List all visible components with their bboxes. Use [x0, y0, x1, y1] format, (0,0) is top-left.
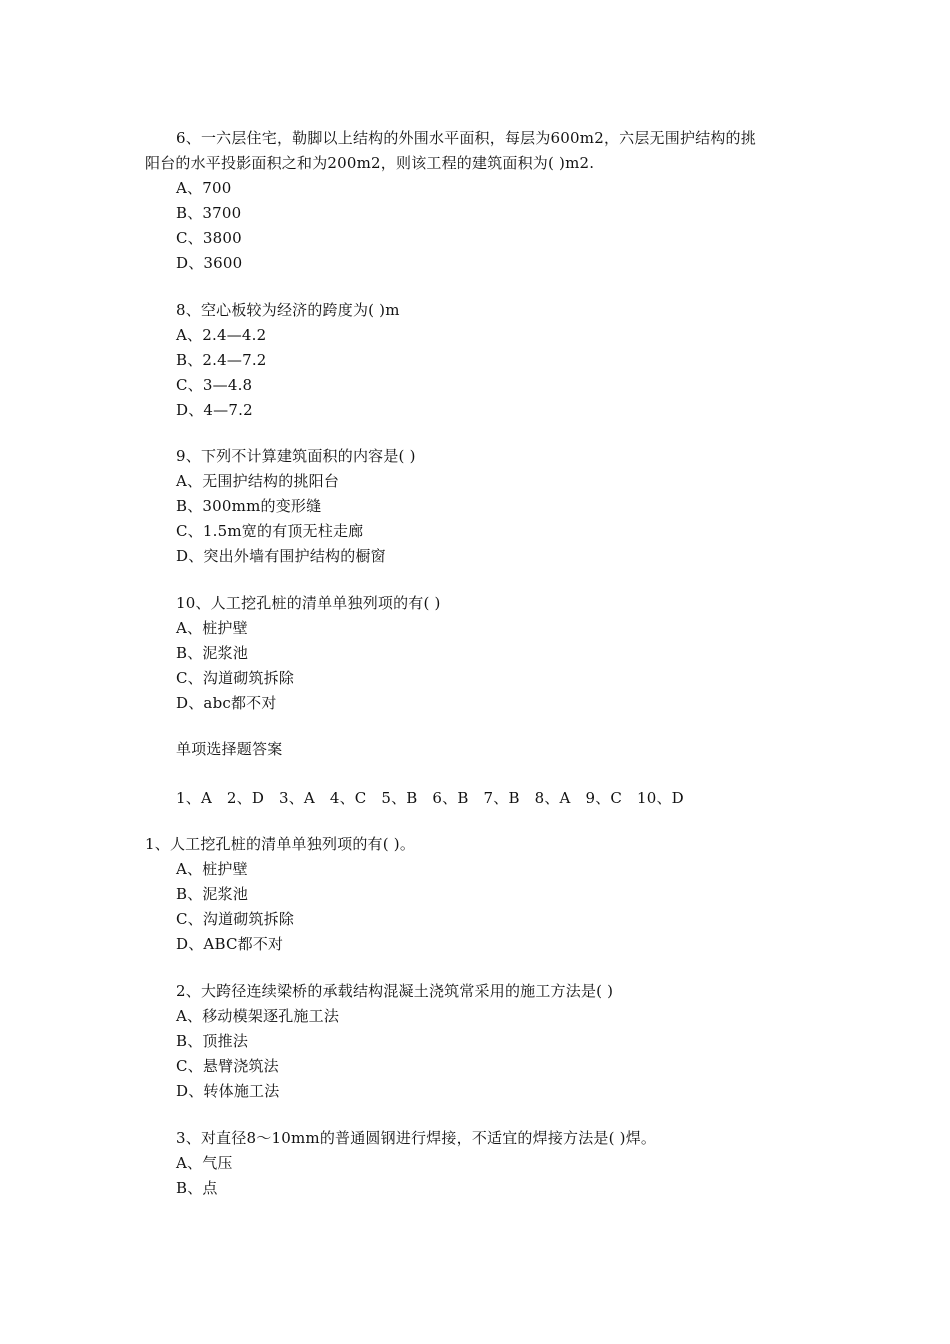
option-d: D、3600 [176, 254, 243, 272]
question-stem: 1、人工挖孔桩的清单单独列项的有( )。 [145, 835, 416, 853]
option-b: B、2.4—7.2 [176, 351, 267, 369]
option-d: D、转体施工法 [176, 1082, 280, 1100]
question-stem: 3、对直径8～10mm的普通圆钢进行焊接，不适宜的焊接方法是( )焊。 [176, 1129, 657, 1147]
option-d: D、4—7.2 [176, 401, 253, 419]
question-stem: 9、下列不计算建筑面积的内容是( ) [176, 447, 416, 465]
question-stem: 6、一六层住宅，勒脚以上结构的外围水平面积，每层为600m2，六层无围护结构的挑 [176, 129, 756, 147]
option-b: B、泥浆池 [176, 644, 249, 662]
question-stem: 10、人工挖孔桩的清单单独列项的有( ) [176, 594, 441, 612]
option-b: B、点 [176, 1179, 218, 1197]
option-c: C、3800 [176, 229, 242, 247]
question-stem: 2、大跨径连续梁桥的承载结构混凝土浇筑常采用的施工方法是( ) [176, 982, 614, 1000]
option-c: C、1.5m宽的有顶无柱走廊 [176, 522, 364, 540]
option-d: D、ABC都不对 [176, 935, 284, 953]
option-a: A、2.4—4.2 [176, 326, 267, 344]
option-a: A、无围护结构的挑阳台 [176, 472, 340, 490]
option-d: D、abc都不对 [176, 694, 277, 712]
question-stem: 8、空心板较为经济的跨度为( )m [176, 301, 400, 319]
option-d: D、突出外墙有围护结构的橱窗 [176, 547, 386, 565]
question-stem-continued: 阳台的水平投影面积之和为200m2，则该工程的建筑面积为( )m2. [145, 154, 595, 172]
option-b: B、300mm的变形缝 [176, 497, 322, 515]
option-b: B、顶推法 [176, 1032, 249, 1050]
option-b: B、泥浆池 [176, 885, 249, 903]
option-a: A、桩护壁 [176, 619, 248, 637]
answers-line: 1、A 2、D 3、A 4、C 5、B 6、B 7、B 8、A 9、C 10、D [176, 789, 684, 807]
option-a: A、移动模架逐孔施工法 [176, 1007, 340, 1025]
option-c: C、沟道砌筑拆除 [176, 669, 295, 687]
option-c: C、悬臂浇筑法 [176, 1057, 279, 1075]
option-b: B、3700 [176, 204, 242, 222]
option-a: A、700 [176, 179, 232, 197]
option-a: A、气压 [176, 1154, 233, 1172]
option-a: A、桩护壁 [176, 860, 248, 878]
option-c: C、沟道砌筑拆除 [176, 910, 295, 928]
answers-heading: 单项选择题答案 [176, 740, 283, 758]
option-c: C、3—4.8 [176, 376, 253, 394]
